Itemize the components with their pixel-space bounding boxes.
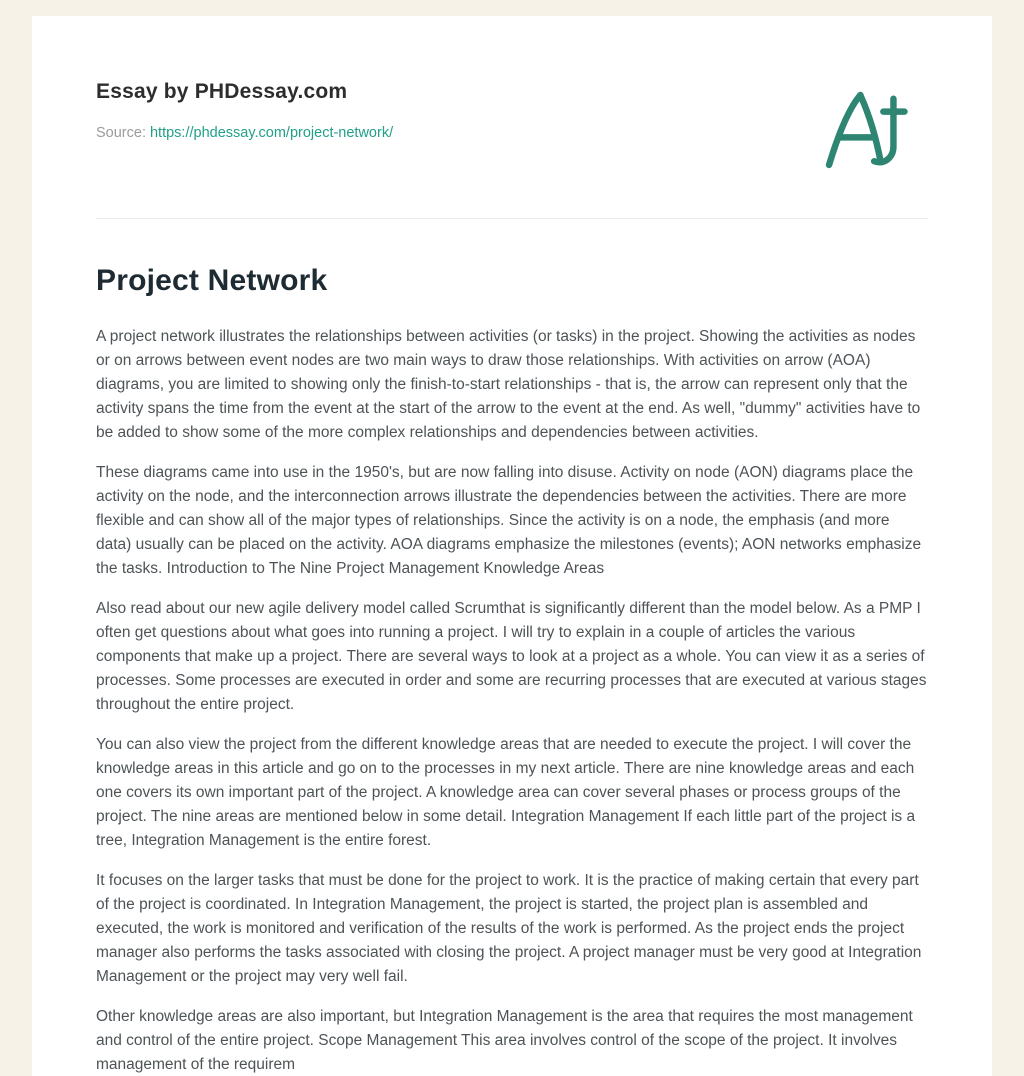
phdessay-logo-icon	[812, 84, 916, 176]
essay-paragraph-3: Also read about our new agile delivery model called Scrumthat is significantly different than the model below. As a PMP I often get questions about what goes into running a project. I will try to explain in a couple of articles the various components that make up a project. There are several ways to look at a project as a whole. You can view it as a series of processes. Some processes are executed in order and some are recurring processes that are executed at various stages throughout the entire project.	[96, 600, 927, 713]
site-title: Essay by PHDessay.com	[96, 80, 348, 103]
header-text-block	[96, 80, 393, 141]
divider	[96, 218, 928, 219]
header	[96, 80, 928, 176]
essay-paragraph-6: Other knowledge areas are also important, but Integration Management is the area that requires the most management and control of the entire project. Scope Management This area involves control of the scope of the project. It involves management of the requirem	[96, 1008, 913, 1073]
essay-paragraph-2: These diagrams came into use in the 1950's, but are now falling into disuse. Activity on node (AON) diagrams place the activity on the node, and the interconnection arrows illustrate the dependencies between the activities. There are more flexible and can show all of the major types of relationships. Since the activity is on a node, the emphasis (and more data) usually can be placed on the activity. AOA diagrams emphasize the milestones (events); AON networks emphasize the tasks. Introduction to The Nine Project Management Knowledge Areas	[96, 464, 922, 577]
essay-body	[96, 325, 928, 1076]
essay-paragraph-4: You can also view the project from the different knowledge areas that are needed to execute the project. I will cover the knowledge areas in this article and go on to the processes in my next article. There are nine knowledge areas and each one covers its own important part of the project. A knowledge area can cover several phases or process groups of the project. The nine areas are mentioned below in some detail. Integration Management If each little part of the project is a tree, Integration Management is the entire forest.	[96, 736, 916, 849]
essay-paragraph-1: A project network illustrates the relationships between activities (or tasks) in the project. Showing the activities as nodes or on arrows between event nodes are two main ways to draw those relationships. With activities on arrow (AOA) diagrams, you are limited to showing only the finish-to-start relationships - that is, the arrow can represent only that the activity spans the time from the event at the start of the arrow to the event at the end. As well, "dummy" activities have to be added to show some of the more complex relationships and dependencies between activities.	[96, 328, 921, 441]
essay-title: Project Network	[96, 264, 328, 297]
source-label: Source:	[96, 125, 146, 141]
source-link[interactable]: https://phdessay.com/project-network/	[149, 125, 394, 141]
source-line	[96, 125, 393, 141]
essay-paragraph-5: It focuses on the larger tasks that must be done for the project to work. It is the practice of making certain that every part of the project is coordinated. In Integration Management, the project is started, the project plan is assembled and executed, the work is monitored and verification of the results of the work is performed. As the project ends the project manager also performs the tasks associated with closing the project. A project manager must be very good at Integration Management or the project may very well fail.	[96, 872, 922, 985]
essay-card	[32, 16, 992, 1076]
